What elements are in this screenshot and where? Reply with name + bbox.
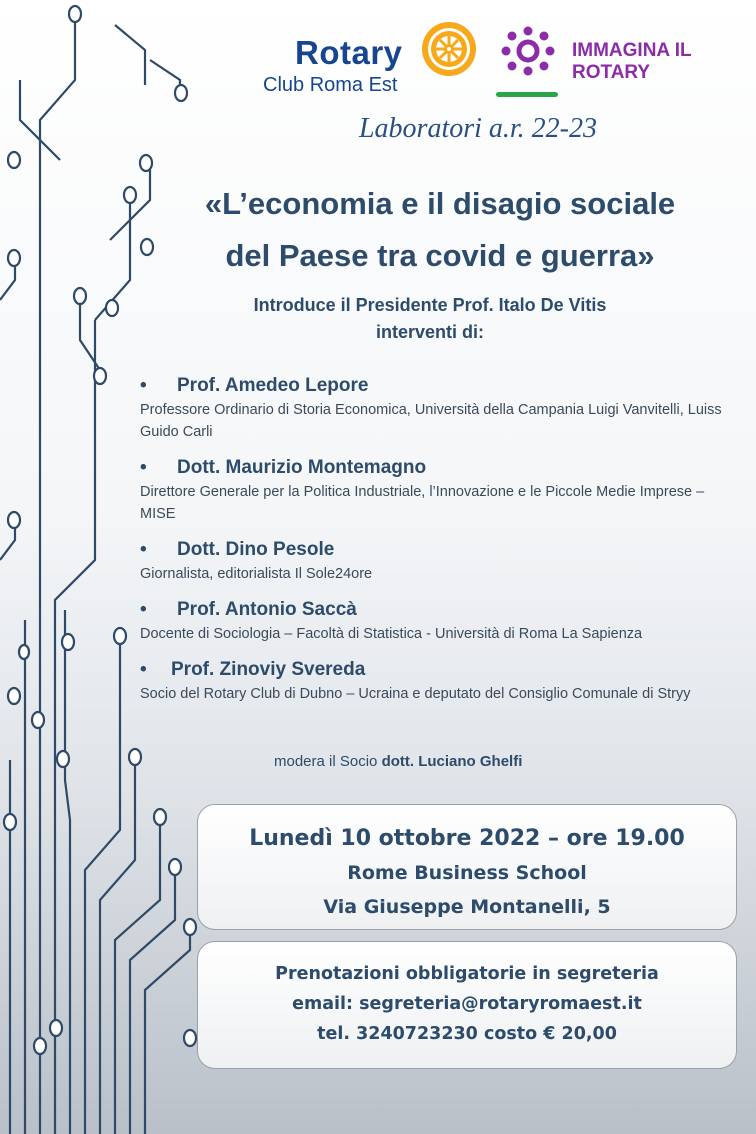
event-address: Via Giuseppe Montanelli, 5	[323, 896, 611, 918]
speaker-name: Dott. Dino Pesole	[177, 539, 335, 560]
booking-box	[197, 941, 737, 1069]
speaker-name: Prof. Zinoviy Svereda	[171, 659, 366, 680]
club-name: Club Roma Est	[263, 74, 398, 96]
bullet: •	[140, 457, 147, 478]
speaker-item	[140, 657, 740, 705]
intro-line-2: interventi di:	[375, 322, 484, 342]
speaker-list	[140, 373, 740, 717]
speaker-description: Professore Ordinario di Storia Economica, Università della Campania Luigi Vanvitelli, Luiss Guido Carli	[140, 402, 722, 440]
event-details-box	[197, 804, 737, 930]
speaker-description: Socio del Rotary Club di Dubno – Ucraina e deputato del Consiglio Comunale di Stryy	[140, 686, 691, 702]
speaker-item	[140, 373, 740, 443]
speaker-description: Direttore Generale per la Politica Industriale, l’Innovazione e le Piccole Medie Imprese – MISE	[140, 484, 705, 522]
speaker-description: Docente di Sociologia – Facoltà di Statistica - Università di Roma La Sapienza	[140, 626, 643, 642]
speaker-name: Prof. Amedeo Lepore	[177, 375, 369, 396]
event-title-line-2: del Paese tra covid e guerra»	[225, 238, 655, 273]
moderator-name: dott. Luciano Ghelfi	[381, 753, 523, 770]
booking-notice: Prenotazioni obbligatorie in segreteria	[275, 964, 659, 984]
immagina-line-2: ROTARY	[572, 62, 651, 83]
bullet: •	[140, 599, 147, 620]
speaker-name: Prof. Antonio Saccà	[177, 599, 357, 620]
speaker-item	[140, 597, 740, 645]
bullet: •	[140, 375, 147, 396]
moderator-prefix: modera il Socio	[274, 753, 378, 770]
immagina-logo-icon	[500, 26, 556, 76]
speaker-name: Dott. Maurizio Montemagno	[177, 457, 427, 478]
speaker-description: Giornalista, editorialista Il Sole24ore	[140, 566, 373, 582]
rotary-wheel-icon	[420, 20, 478, 78]
speaker-item	[140, 455, 740, 525]
moderator-line	[274, 753, 522, 770]
event-date: Lunedì 10 ottobre 2022 – ore 19.00	[249, 826, 685, 851]
introduction	[200, 292, 660, 346]
booking-phone-cost: tel. 3240723230 costo € 20,00	[317, 1024, 617, 1044]
lab-year-title: Laboratori a.r. 22-23	[358, 113, 598, 144]
immagina-line-1: IMMAGINA IL	[572, 40, 692, 61]
intro-line-1: Introduce il Presidente Prof. Italo De Vitis	[253, 295, 607, 315]
bullet: •	[140, 539, 147, 560]
booking-email: email: segreteria@rotaryromaest.it	[292, 994, 642, 1014]
event-venue: Rome Business School	[347, 862, 587, 884]
immagina-wordmark	[572, 40, 692, 84]
speaker-item	[140, 537, 740, 585]
event-title	[140, 178, 740, 282]
event-title-line-1: «L’economia e il disagio sociale	[204, 186, 676, 221]
rotary-wordmark: Rotary	[295, 34, 403, 71]
bullet: •	[140, 659, 147, 680]
immagina-underline	[496, 92, 558, 97]
